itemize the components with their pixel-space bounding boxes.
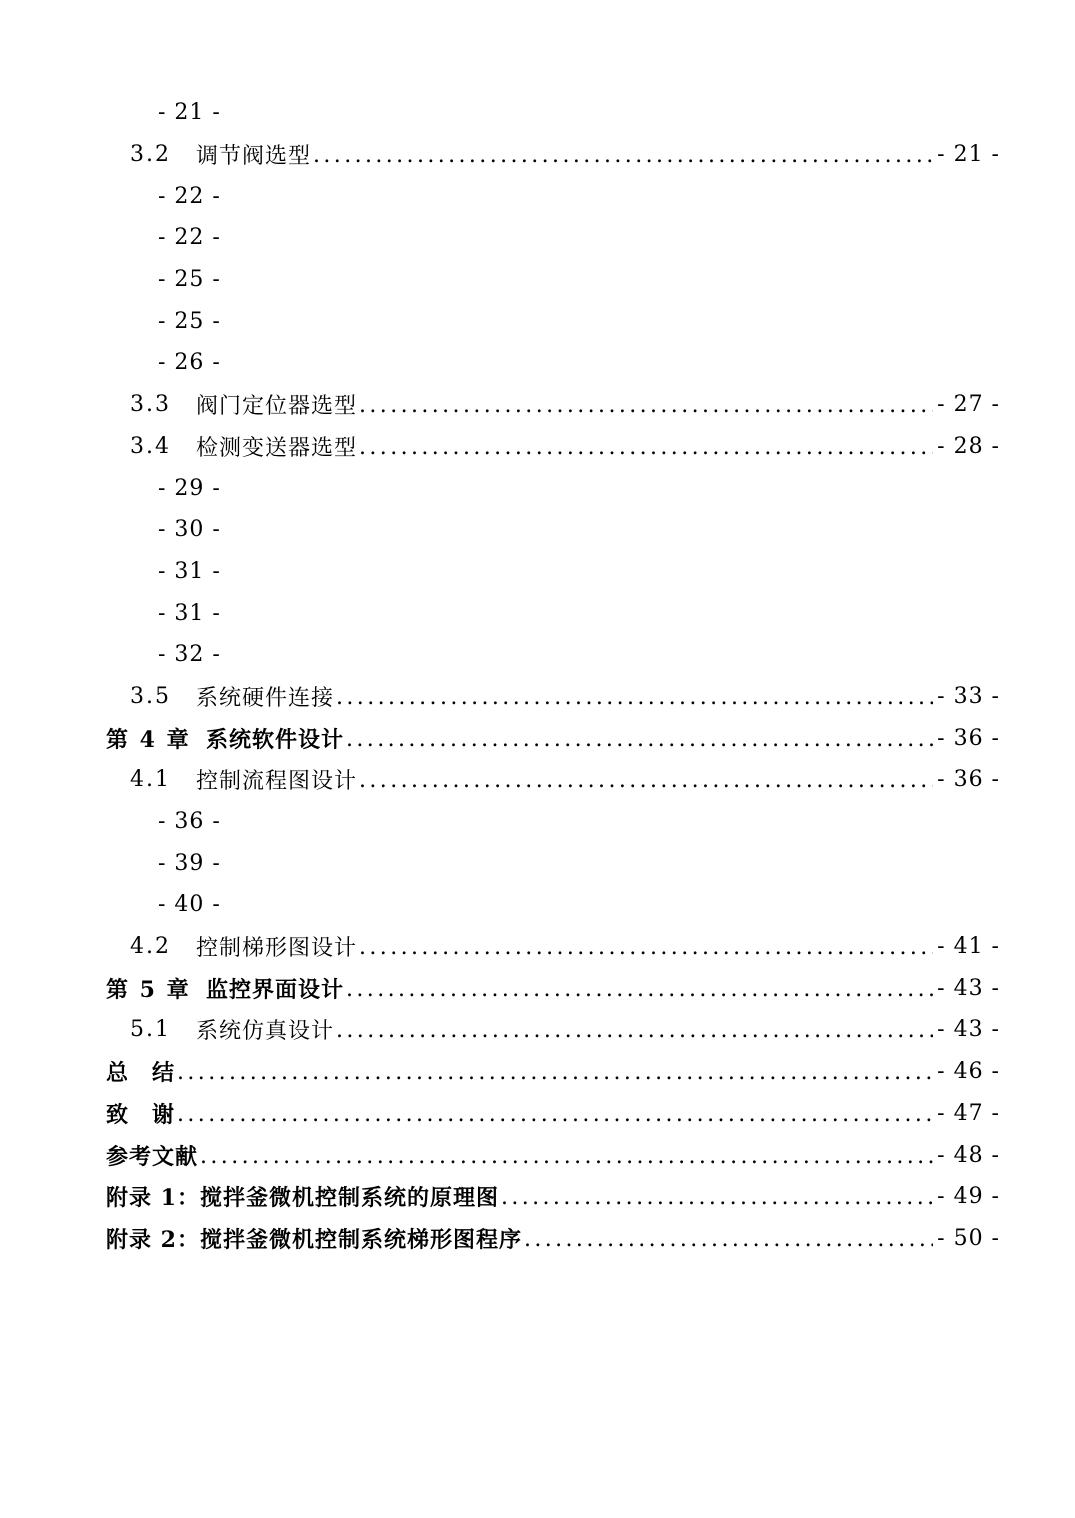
toc-entry-title: 检测变送器选型 xyxy=(196,435,358,461)
toc-page-number: - 43 - xyxy=(937,1017,1000,1043)
toc-entry-title: 参考文献 xyxy=(106,1143,199,1170)
toc-entry-number: 4.1 xyxy=(130,767,171,793)
toc-leader-dots xyxy=(359,435,933,460)
toc-page-number: - 22 - xyxy=(158,225,221,251)
toc-page-number: - 26 - xyxy=(158,350,221,376)
toc-leader-dots xyxy=(177,1102,933,1127)
toc-entry-title: 附录 1：搅拌釜微机控制系统的原理图 xyxy=(106,1185,499,1212)
toc-leader-dots xyxy=(313,143,933,168)
toc-section-entry xyxy=(106,926,1000,968)
toc-page-number: - 46 - xyxy=(937,1059,1000,1085)
toc-page-number: - 28 - xyxy=(937,433,1000,459)
toc-chapter-entry xyxy=(106,717,1000,759)
toc-entry-number: 5.1 xyxy=(130,1017,171,1043)
toc-page-number: - 36 - xyxy=(158,809,221,835)
toc-leader-dots xyxy=(524,1227,933,1252)
toc-leader-dots xyxy=(177,1060,933,1085)
toc-top-entry xyxy=(106,1093,1000,1135)
toc-page-number: - 21 - xyxy=(158,100,221,126)
toc-page-number-row xyxy=(106,842,1000,884)
toc-page-number: - 43 - xyxy=(937,975,1000,1001)
toc-page-number: - 47 - xyxy=(937,1100,1000,1126)
toc-page-number: - 27 - xyxy=(937,392,1000,418)
toc-section-entry xyxy=(106,759,1000,801)
toc-page-number: - 30 - xyxy=(158,517,221,543)
toc-page-number-row xyxy=(106,801,1000,843)
toc-entry-title: 致 谢 xyxy=(106,1101,176,1128)
toc-page-number-row xyxy=(106,259,1000,301)
toc-page-number: - 50 - xyxy=(937,1225,1000,1251)
toc-leader-dots xyxy=(336,685,933,710)
toc-page-number: - 21 - xyxy=(937,142,1000,168)
toc-entry-number: 3.4 xyxy=(130,433,171,459)
toc-leader-dots xyxy=(501,1185,933,1210)
toc-page-number: - 40 - xyxy=(158,892,221,918)
toc-page-number-row xyxy=(106,92,1000,134)
toc-entry-title: 控制流程图设计 xyxy=(196,769,358,795)
toc-page-number: - 41 - xyxy=(937,934,1000,960)
toc-page-number: - 48 - xyxy=(937,1142,1000,1168)
toc-page-number: - 49 - xyxy=(937,1184,1000,1210)
toc-page-number: - 32 - xyxy=(158,642,221,668)
toc-section-entry xyxy=(106,426,1000,468)
toc-top-entry xyxy=(106,1134,1000,1176)
toc-page-number: - 33 - xyxy=(937,683,1000,709)
toc-section-entry xyxy=(106,676,1000,718)
toc-page-number-row xyxy=(106,467,1000,509)
toc-page-number: - 39 - xyxy=(158,850,221,876)
table-of-contents xyxy=(106,92,1000,1259)
toc-entry-title: 系统软件设计 xyxy=(206,726,345,753)
toc-leader-dots xyxy=(336,1018,933,1043)
toc-section-entry xyxy=(106,384,1000,426)
toc-section-entry xyxy=(106,134,1000,176)
toc-page-number-row xyxy=(106,175,1000,217)
toc-page-number-row xyxy=(106,592,1000,634)
toc-entry-number: 第 4 章 xyxy=(106,726,191,753)
toc-entry-title: 阀门定位器选型 xyxy=(196,394,358,420)
toc-page-number-row xyxy=(106,634,1000,676)
toc-leader-dots xyxy=(359,768,933,793)
toc-entry-title: 系统硬件连接 xyxy=(196,685,335,711)
toc-page-number-row xyxy=(106,217,1000,259)
toc-leader-dots xyxy=(200,1144,933,1169)
toc-leader-dots xyxy=(359,393,933,418)
toc-page-number-row xyxy=(106,884,1000,926)
toc-entry-number: 第 5 章 xyxy=(106,976,191,1003)
toc-page-number-row xyxy=(106,509,1000,551)
toc-leader-dots xyxy=(359,935,933,960)
toc-page-number: - 22 - xyxy=(158,183,221,209)
toc-page-number: - 25 - xyxy=(158,308,221,334)
toc-entry-number: 3.3 xyxy=(130,392,171,418)
toc-entry-title: 控制梯形图设计 xyxy=(196,936,358,962)
toc-page-number-row xyxy=(106,300,1000,342)
toc-page-number: - 36 - xyxy=(937,725,1000,751)
toc-top-entry xyxy=(106,1051,1000,1093)
toc-leader-dots xyxy=(346,977,933,1002)
toc-entry-title: 总 结 xyxy=(106,1060,176,1087)
toc-entry-title: 调节阀选型 xyxy=(196,144,312,170)
toc-entry-title: 附录 2：搅拌釜微机控制系统梯形图程序 xyxy=(106,1226,522,1253)
toc-entry-number: 3.2 xyxy=(130,142,171,168)
toc-top-entry xyxy=(106,1218,1000,1260)
toc-page-number: - 29 - xyxy=(158,475,221,501)
toc-entry-number: 4.2 xyxy=(130,934,171,960)
toc-page-number: - 36 - xyxy=(937,767,1000,793)
toc-page-number: - 31 - xyxy=(158,600,221,626)
toc-section-entry xyxy=(106,1009,1000,1051)
toc-chapter-entry xyxy=(106,967,1000,1009)
toc-page-number: - 25 - xyxy=(158,267,221,293)
toc-page-number: - 31 - xyxy=(158,558,221,584)
toc-entry-title: 监控界面设计 xyxy=(206,976,345,1003)
toc-entry-title: 系统仿真设计 xyxy=(196,1019,335,1045)
toc-top-entry xyxy=(106,1176,1000,1218)
toc-page-number-row xyxy=(106,551,1000,593)
toc-leader-dots xyxy=(346,727,933,752)
toc-page-number-row xyxy=(106,342,1000,384)
toc-entry-number: 3.5 xyxy=(130,683,171,709)
